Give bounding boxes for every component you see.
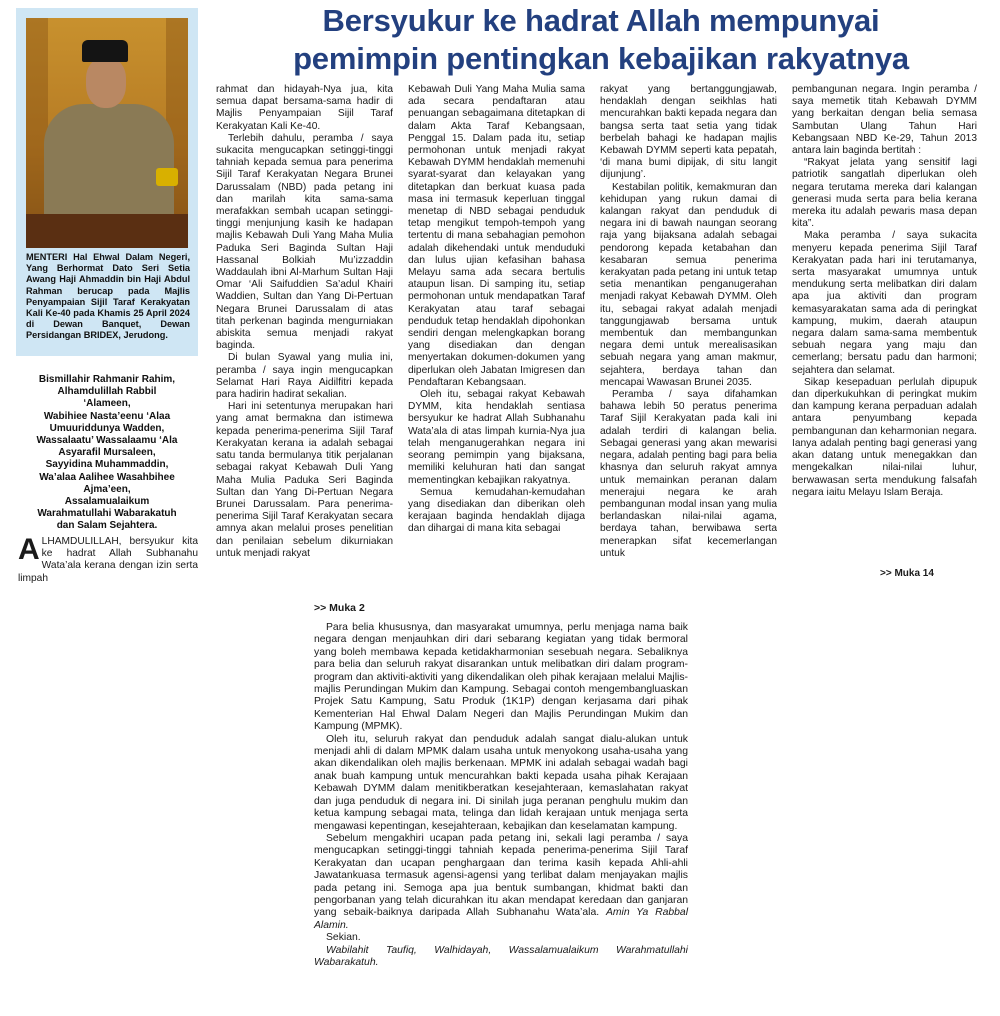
closing-greeting: Wabilahit Taufiq, Walhidayah, Wassalamualaikum Warahmatullahi Wabarakatuh. [314, 944, 688, 968]
paragraph: Kebawah Duli Yang Maha Mulia sama ada secara pendaftaran atau penuangan sebagaimana ditetapkan di dalam Akta Taraf Kebangsaan, Penggal 15. Dalam pada itu, setiap permohonan untuk menjadi rakyat Kebawah DYMM hendaklah memenuhi syarat-syarat dan kelayakan yang ditetapkan dan berkuat kuasa pada masa ini termasuk keperluan tinggal menetap di NBD sebagai penduduk tetap mengikut tempoh-tempoh yang tertentu di mana sebahagian pemohon adalah dikehendaki untuk menduduki dan lulus ujian kefasihan bahasa Melayu sama ada secara bertulis ataupun lisan. Di samping itu, setiap permohonan untuk mendapatkan Taraf Kerakyatan atau taraf sebagai penduduk tetap hendaklah dipohonkan sendiri dengan melengkapkan borang yang disediakan dan dengan menyertakan dokumen-dokumen yang diperlukan oleh Jabatan Imigresen dan Pendaftaran Kebangsaan. [408, 84, 585, 388]
paragraph: Para belia khususnya, dan masyarakat umumnya, perlu menjaga nama baik negara dengan menjauhkan diri dari sebarang kegiatan yang tidak bermoral yang boleh membawa kepada ketidakharmonian sesebuah negara. Sebaliknya para belia dan seluruh rakyat disarankan untuk melibatkan diri dalam program-program dan aktiviti-aktiviti yang dikendalikan oleh pihak kerajaan melalui Majlis-majlis Perundingan Mukim dan Kampung. Sebagai contoh mengembangluaskan Projek Satu Kampung, Satu Produk (1K1P) dengan kerjasama dari pihak Kementerian Hal Ehwal Dalam Negeri dan Majlis Perundingan Mukim dan Kampung (MPMK). [314, 622, 688, 733]
salam-line: Asyarafil Mursaleen, [58, 447, 156, 459]
paragraph [314, 833, 688, 932]
paragraph-text: Sebelum mengakhiri ucapan pada petang ini, sekali lagi peramba / saya mengucapkan setinggi-tinggi tahniah kepada penerima-penerima Sijil Taraf Kerakyatan dan ucapan penghargaan dan terima kasih kepada Ahli-ahli Jawatankuasa termasuk agensi-agensi yang terlibat dalam menjayakan majlis pada petang ini. Semoga apa jua bentuk sumbangan, khidmat bakti dan pengorbanan yang telah dicurahkan itu akan mendapat keredaan dan ganjaran yang sebaik-baiknya daripada Allah Subhanahu Wata’ala. [314, 832, 688, 919]
headline [206, 2, 996, 78]
salam-line: ‘Alameen, [83, 398, 131, 410]
paragraph: Peramba / saya difahamkan bahawa lebih 50 peratus penerima Taraf Sijil Kerakyatan pada kali ini adalah terdiri di kalangan belia. Sebagai generasi yang akan mewarisi negara, adalah penting bagi para belia khasnya dan seluruh rakyat amnya untuk memainkan peranan dalam menerajui negara ke arah pembangunan modal insan yang mulia berlandaskan nilai-nilai agama, berdaya tahan, berwibawa serta menerapkan sifat kecemerlangan untuk [600, 389, 777, 559]
paragraph: Terlebih dahulu, peramba / saya sukacita mengucapkan setinggi-tinggi tahniah kepada semua para penerima Sijil Taraf Kerakyatan Negara Brunei Darussalam (NBD) pada petang ini dan marilah kita sama-sama merafakkan sembah ucapan setinggi-tinggi menjunjung kasih ke hadapan majlis Kebawah Duli Yang Maha Mulia Paduka Seri Baginda Sultan Haji Hassanal Bolkiah Mu’izzaddin Waddaulah ibni Al-Marhum Sultan Haji Omar ‘Ali Saifuddien Sa’adul Khairi Waddien, Sultan dan Yang Di-Pertuan Negara Brunei Darussalam di atas titah perkenan baginda mengurniakan abiskita semua menjadi rakyat baginda. [216, 132, 393, 352]
drop-cap: A [18, 536, 40, 566]
paragraph: rahmat dan hidayah-Nya jua, kita semua dapat bersama-sama hadir di Majlis Penyampaian Sijil Taraf Kerakyatan Kali Ke-40. [216, 84, 393, 132]
salam-line: Warahmatullahi Wabarakatuh [37, 508, 177, 520]
salam-line: Umuuriddunya Wadden, [49, 422, 165, 434]
continued-page-14[interactable]: >> Muka 14 [880, 568, 934, 579]
salam-line: Alhamdulillah Rabbil [57, 386, 157, 398]
paragraph: Oleh itu, sebagai rakyat Kebawah DYMM, kita hendaklah sentiasa bersyukur ke hadrat Allah Subhanahu Wata’ala di atas limpah kurnia-Nya jua telah menganugerahkan negara ini seorang pemimpin yang bijaksana, memiliki keluhuran hati dan sangat mementingkan kebajikan rakyatnya. [408, 389, 585, 486]
amin: Amin Ya Rabbal Alamin. [314, 907, 689, 931]
minister-photo [26, 18, 188, 248]
continuation-block [314, 622, 688, 969]
salam-line: dan Salam Sejahtera. [56, 520, 158, 532]
opening-salam [16, 374, 198, 533]
salam-line: Wassalaatu’ Wassalaamu ‘Ala [36, 435, 178, 447]
salam-line: Wa’alaa Aalihee Wasahbihee [39, 471, 175, 483]
salam-line: Ajma’een, [83, 483, 131, 495]
salam-line: Bismillahir Rahmanir Rahim, [38, 374, 176, 385]
article-column-1 [18, 536, 198, 586]
photo-caption: MENTERI Hal Ehwal Dalam Negeri, Yang Berhormat Dato Seri Setia Awang Haji Ahmaddin bin Haji Abdul Rahman berucap pada Majlis Penyampaian Sijil Taraf Kerakyatan Kali Ke-40 pada Khamis 25 April 2024 di Dewan Banquet, Dewan Persidangan BRIDEX, Jerudong. [26, 252, 190, 341]
royal-quote: “Rakyat jelata yang sensitif lagi patriotik sangatlah diperlukan oleh negara terutama mereka dari kalangan generasi muda serta para belia kerana mereka itu adalah pewaris masa depan kita”. [792, 157, 977, 230]
paragraph: Di bulan Syawal yang mulia ini, peramba / saya ingin mengucapkan Selamat Hari Raya Aidilfitri kepada para hadirin hadirat sekalian. [216, 352, 393, 401]
article-column-2 [216, 84, 393, 582]
salam-line: Wabihiee Nasta’eenu ‘Alaa [43, 410, 171, 422]
paragraph: pembangunan negara. Ingin peramba / saya memetik titah Kebawah DYMM yang berkaitan dengan belia semasa Sambutan Ulang Tahun Hari Kebangsaan NBD Ke-29, Tahun 2013 antara lain baginda bertitah : [792, 84, 977, 157]
salam-line: Assalamualaikum [64, 496, 150, 508]
paragraph: Semua kemudahan-kemudahan yang disediakan dan diberikan oleh kerajaan baginda hendaklah dijaga dan dihargai di mana kita sebagai [408, 486, 585, 535]
from-page-2[interactable]: >> Muka 2 [314, 602, 365, 614]
article-text: LHAMDULILLAH, bersyukur kita ke hadrat Allah Subhanahu Wata’ala kerana dengan izin serta limpah [18, 536, 198, 584]
headline-line-2: pemimpin pentingkan kebajikan rakyatnya [293, 41, 909, 76]
paragraph: Oleh itu, seluruh rakyat dan penduduk adalah sangat dialu-alukan untuk menjadi ahli di dalam MPMK dalam usaha untuk menyokong usaha-usaha yang akan dikendalikan oleh majlis berkenaan. MPMK ini adalah sebagai wadah bagi anak buah kampung untuk mencurahkan bakti kepada usaha pihak Kerajaan Kebawah DYMM dalam menitikberatkan kesejahteraan, kemaslahatan rakyat dan juga penduduk di negara ini. Di sinilah juga peranan penghulu mukim dan ketua kampung sebagai mata, telinga dan lidah kerajaan untuk menjaga serta mengawasi kepentingan, kesejahteraan, kebajikan dan keselamatan kampung. [314, 733, 688, 832]
paragraph: Kestabilan politik, kemakmuran dan kehidupan yang rukun damai di kalangan rakyat dan penduduk di negara ini di bawah naungan seorang raja yang bijaksana adalah sebagai pendorong kepada ketabahan dan kesabaran semua penerima kerakyatan pada petang ini untuk tetap setia menantikan penganugerahan menjadi rakyat Kebawah DYMM. Oleh itu, sebagai rakyat adalah menjadi tanggungjawab bersama untuk membentuk dan membangunkan negara demi untuk merealisasikan sebuah negara yang aman makmur, sejahtera, berdaya tahan dan mencapai Wawasan Brunei 2035. [600, 181, 777, 388]
paragraph: Sikap kesepaduan perlulah dipupuk dan diperkukuhkan di peringkat mukim dan kampung kerana perpaduan adalah antara penyumbang kepada pembangunan dan keharmonian negara. Ianya adalah penting bagi generasi yang akan datang untuk menegakkan dan mengekalkan nilai-nilai luhur, berwawasan serta mendukung falsafah negara iaitu Melayu Islam Beraja. [792, 376, 977, 498]
salam-line: Sayyidina Muhammaddin, [45, 459, 169, 471]
paragraph: Sekian. [326, 932, 361, 944]
paragraph: rakyat yang bertanggungjawab, hendaklah dengan seikhlas hati mencurahkan bakti kepada negara dan bangsa serta taat setia yang tidak berbelah bahagi ke hadapan majlis Kebawah DYMM seperti kata pepatah, ‘di mana bumi dipijak, di situ langit dijunjung’. [600, 84, 777, 181]
paragraph: Hari ini setentunya merupakan hari yang amat bermakna dan istimewa kepada penerima-penerima Sijil Taraf Kerakyatan kerana ia adalah sebagai satu tanda bermulanya titik perjalanan sebagai rakyat Kebawah Duli Yang Maha Mulia Paduka Seri Baginda Sultan dan Yang Di-Pertuan Negara Brunei Darussalam. Para penerima-penerima Sijil Taraf Kerakyatan secara amnya akan melalui proses penelitian dan penilaian sebelum dikurniakan untuk menjadi rakyat [216, 401, 393, 559]
paragraph: Maka peramba / saya sukacita menyeru kepada penerima Sijil Taraf Kerakyatan pada hari ini terutamanya, serta masyarakat umumnya untuk mendukung serta melibatkan diri dalam apa jua aktiviti dan program kemasyarakatan sama ada di peringkat kampung, mukim, daerah ataupun negara dalam sama-sama membentuk sebuah negara yang maju dan cemerlang; bersatu padu dan harmoni; sejahtera dan selamat. [792, 230, 977, 376]
headline-line-1: Bersyukur ke hadrat Allah mempunyai [322, 3, 880, 38]
article-column-4 [600, 84, 777, 582]
article-column-5 [792, 84, 977, 544]
article-column-3 [408, 84, 585, 582]
